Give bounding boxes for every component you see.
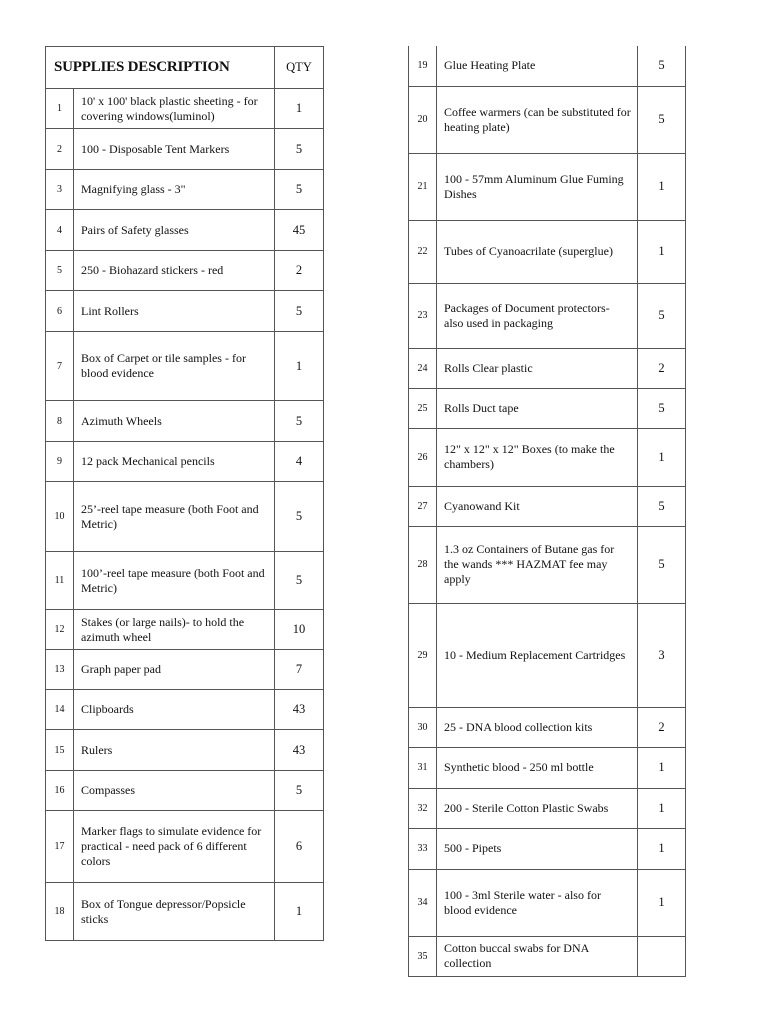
item-description: 12 pack Mechanical pencils bbox=[74, 442, 275, 482]
row-number: 3 bbox=[46, 170, 74, 210]
table-row bbox=[46, 89, 324, 129]
item-qty bbox=[638, 936, 686, 976]
item-description: Stakes (or large nails)- to hold the azimuth wheel bbox=[74, 610, 275, 650]
table-row bbox=[409, 388, 686, 428]
item-qty: 5 bbox=[275, 482, 324, 552]
item-qty: 2 bbox=[638, 707, 686, 747]
item-qty: 5 bbox=[638, 486, 686, 526]
supplies-table-right bbox=[408, 46, 686, 977]
table-row bbox=[46, 650, 324, 690]
item-qty: 2 bbox=[638, 348, 686, 388]
row-number: 34 bbox=[409, 869, 437, 936]
table-row bbox=[46, 170, 324, 210]
row-number: 26 bbox=[409, 428, 437, 486]
row-number: 5 bbox=[46, 251, 74, 291]
row-number: 13 bbox=[46, 650, 74, 690]
row-number: 19 bbox=[409, 46, 437, 86]
item-description: 100 - 3ml Sterile water - also for blood evidence bbox=[437, 869, 638, 936]
row-number: 11 bbox=[46, 552, 74, 610]
table-row bbox=[46, 210, 324, 251]
item-description: Box of Tongue depressor/Popsicle sticks bbox=[74, 883, 275, 941]
table-row bbox=[409, 428, 686, 486]
row-number: 17 bbox=[46, 811, 74, 883]
item-qty: 3 bbox=[638, 603, 686, 707]
table-row bbox=[409, 153, 686, 220]
table-row bbox=[46, 401, 324, 442]
row-number: 30 bbox=[409, 707, 437, 747]
item-qty: 43 bbox=[275, 690, 324, 730]
row-number: 32 bbox=[409, 788, 437, 828]
item-description: 1.3 oz Containers of Butane gas for the wands *** HAZMAT fee may apply bbox=[437, 526, 638, 603]
row-number: 29 bbox=[409, 603, 437, 707]
row-number: 2 bbox=[46, 129, 74, 170]
row-number: 4 bbox=[46, 210, 74, 251]
table-row bbox=[46, 730, 324, 771]
item-description: 100’-reel tape measure (both Foot and Metric) bbox=[74, 552, 275, 610]
item-qty: 7 bbox=[275, 650, 324, 690]
table-row bbox=[46, 251, 324, 291]
item-description: Azimuth Wheels bbox=[74, 401, 275, 442]
item-qty: 5 bbox=[275, 401, 324, 442]
item-description: Tubes of Cyanoacrilate (superglue) bbox=[437, 220, 638, 283]
item-qty: 43 bbox=[275, 730, 324, 771]
table-row bbox=[46, 442, 324, 482]
table-row bbox=[409, 348, 686, 388]
row-number: 33 bbox=[409, 828, 437, 869]
item-qty: 5 bbox=[638, 388, 686, 428]
row-number: 15 bbox=[46, 730, 74, 771]
row-number: 25 bbox=[409, 388, 437, 428]
item-description: Magnifying glass - 3" bbox=[74, 170, 275, 210]
row-number: 24 bbox=[409, 348, 437, 388]
table-row bbox=[409, 46, 686, 86]
item-description: Clipboards bbox=[74, 690, 275, 730]
item-qty: 2 bbox=[275, 251, 324, 291]
table-row bbox=[46, 291, 324, 332]
item-description: Rolls Duct tape bbox=[437, 388, 638, 428]
item-description: 500 - Pipets bbox=[437, 828, 638, 869]
table-row bbox=[409, 788, 686, 828]
item-description: 10 - Medium Replacement Cartridges bbox=[437, 603, 638, 707]
row-number: 7 bbox=[46, 332, 74, 401]
row-number: 21 bbox=[409, 153, 437, 220]
item-description: Rulers bbox=[74, 730, 275, 771]
item-qty: 5 bbox=[275, 771, 324, 811]
item-description: 100 - 57mm Aluminum Glue Fuming Dishes bbox=[437, 153, 638, 220]
item-description: Cotton buccal swabs for DNA collection bbox=[437, 936, 638, 976]
table-row bbox=[409, 86, 686, 153]
item-qty: 1 bbox=[275, 883, 324, 941]
item-description: Graph paper pad bbox=[74, 650, 275, 690]
item-qty: 1 bbox=[638, 788, 686, 828]
item-qty: 1 bbox=[638, 153, 686, 220]
item-qty: 45 bbox=[275, 210, 324, 251]
row-number: 14 bbox=[46, 690, 74, 730]
item-description: 100 - Disposable Tent Markers bbox=[74, 129, 275, 170]
row-number: 1 bbox=[46, 89, 74, 129]
item-qty: 5 bbox=[275, 170, 324, 210]
row-number: 16 bbox=[46, 771, 74, 811]
row-number: 20 bbox=[409, 86, 437, 153]
item-qty: 5 bbox=[638, 46, 686, 86]
item-description: Cyanowand Kit bbox=[437, 486, 638, 526]
item-description: 25 - DNA blood collection kits bbox=[437, 707, 638, 747]
item-qty: 6 bbox=[275, 811, 324, 883]
table-row bbox=[46, 811, 324, 883]
table-row bbox=[46, 883, 324, 941]
item-qty: 4 bbox=[275, 442, 324, 482]
item-qty: 5 bbox=[275, 291, 324, 332]
item-description: Marker flags to simulate evidence for practical - need pack of 6 different colors bbox=[74, 811, 275, 883]
row-number: 18 bbox=[46, 883, 74, 941]
item-description: 12" x 12" x 12" Boxes (to make the chambers) bbox=[437, 428, 638, 486]
row-number: 23 bbox=[409, 283, 437, 348]
table-row bbox=[409, 936, 686, 976]
table-row bbox=[46, 332, 324, 401]
item-qty: 1 bbox=[638, 828, 686, 869]
table-row bbox=[46, 482, 324, 552]
row-number: 28 bbox=[409, 526, 437, 603]
item-description: Rolls Clear plastic bbox=[437, 348, 638, 388]
item-qty: 1 bbox=[638, 869, 686, 936]
row-number: 9 bbox=[46, 442, 74, 482]
item-description: Coffee warmers (can be substituted for heating plate) bbox=[437, 86, 638, 153]
row-number: 27 bbox=[409, 486, 437, 526]
supplies-table-left bbox=[45, 46, 324, 941]
item-description: 200 - Sterile Cotton Plastic Swabs bbox=[437, 788, 638, 828]
table-row bbox=[46, 552, 324, 610]
row-number: 22 bbox=[409, 220, 437, 283]
table-row bbox=[409, 747, 686, 788]
row-number: 12 bbox=[46, 610, 74, 650]
item-qty: 1 bbox=[638, 220, 686, 283]
item-description: 250 - Biohazard stickers - red bbox=[74, 251, 275, 291]
item-description: Box of Carpet or tile samples - for blood evidence bbox=[74, 332, 275, 401]
item-description: Pairs of Safety glasses bbox=[74, 210, 275, 251]
table-row bbox=[409, 828, 686, 869]
item-qty: 1 bbox=[638, 747, 686, 788]
table-row bbox=[409, 486, 686, 526]
item-description: Packages of Document protectors- also used in packaging bbox=[437, 283, 638, 348]
row-number: 10 bbox=[46, 482, 74, 552]
table-row bbox=[46, 771, 324, 811]
table-row bbox=[409, 220, 686, 283]
row-number: 8 bbox=[46, 401, 74, 442]
header-qty: QTY bbox=[275, 47, 324, 89]
item-qty: 1 bbox=[275, 332, 324, 401]
table-row bbox=[46, 129, 324, 170]
table-row bbox=[409, 707, 686, 747]
item-qty: 5 bbox=[638, 86, 686, 153]
table-row bbox=[409, 869, 686, 936]
item-description: Glue Heating Plate bbox=[437, 46, 638, 86]
table-row bbox=[46, 610, 324, 650]
item-qty: 5 bbox=[275, 129, 324, 170]
table-row bbox=[409, 283, 686, 348]
item-qty: 10 bbox=[275, 610, 324, 650]
table-header-row bbox=[46, 47, 324, 89]
item-description: 10' x 100' black plastic sheeting - for covering windows(luminol) bbox=[74, 89, 275, 129]
item-qty: 5 bbox=[638, 526, 686, 603]
item-qty: 1 bbox=[275, 89, 324, 129]
item-description: Lint Rollers bbox=[74, 291, 275, 332]
row-number: 6 bbox=[46, 291, 74, 332]
item-description: Synthetic blood - 250 ml bottle bbox=[437, 747, 638, 788]
row-number: 35 bbox=[409, 936, 437, 976]
table-row bbox=[409, 526, 686, 603]
item-qty: 1 bbox=[638, 428, 686, 486]
item-description: 25’-reel tape measure (both Foot and Metric) bbox=[74, 482, 275, 552]
row-number: 31 bbox=[409, 747, 437, 788]
table-row bbox=[46, 690, 324, 730]
item-qty: 5 bbox=[275, 552, 324, 610]
item-qty: 5 bbox=[638, 283, 686, 348]
header-description: SUPPLIES DESCRIPTION bbox=[46, 47, 275, 89]
table-row bbox=[409, 603, 686, 707]
item-description: Compasses bbox=[74, 771, 275, 811]
